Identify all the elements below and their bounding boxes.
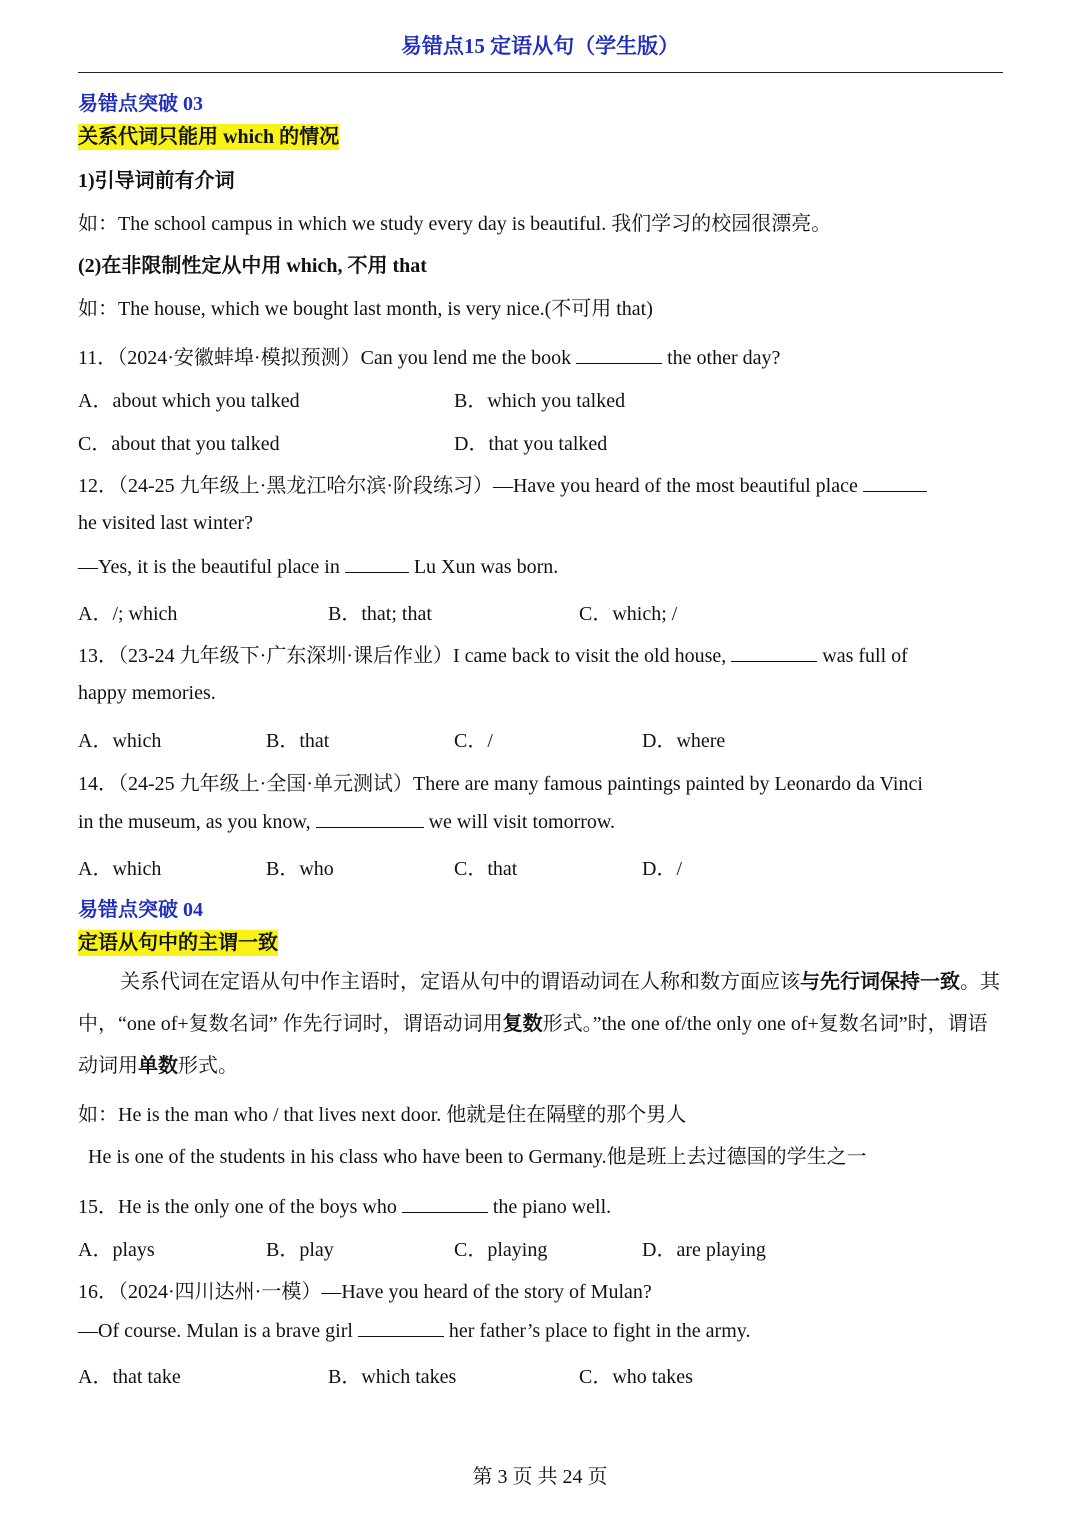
explanation-paragraph	[78, 961, 1003, 1087]
q16-option-a: A．that take	[78, 1366, 181, 1388]
q13-option-c: C．/	[454, 730, 493, 752]
q11-blank	[576, 345, 662, 364]
q12-reply	[78, 554, 558, 579]
q11-option-d: D．that you talked	[454, 433, 608, 455]
q12-stem-line2: he visited last winter?	[78, 512, 253, 534]
q14-option-b: B．who	[266, 858, 334, 880]
section-heading-03: 易错点突破 03	[78, 93, 203, 115]
q16-blank	[358, 1318, 444, 1337]
q13-stem-line2: happy memories.	[78, 682, 216, 704]
rule-1: 1)引导词前有介词	[78, 170, 235, 192]
q12-blank-2	[345, 554, 409, 573]
q14-stem-line1: 14．（24-25 九年级上·全国·单元测试）There are many famous paintings painted by Leonardo da Vinci	[78, 773, 923, 795]
q16-option-c: C．who takes	[579, 1366, 693, 1388]
rule-2: (2)在非限制性定从中用 which, 不用 that	[78, 255, 427, 277]
q13-blank	[731, 643, 817, 662]
q14-blank	[316, 809, 424, 828]
q15-stem-start: 15．He is the only one of the boys who	[78, 1196, 397, 1218]
question-14-line2	[78, 809, 615, 834]
example-2: 如：The house, which we bought last month, is very nice.(不可用 that)	[78, 298, 653, 320]
highlight-label: 定语从句中的主谓一致	[78, 932, 278, 954]
q16-option-b: B．which takes	[328, 1366, 457, 1388]
q13-option-b: B．that	[266, 730, 330, 752]
page-footer: 第 3 页 共 24 页	[472, 1466, 608, 1488]
q11-option-c: C．about that you talked	[78, 433, 280, 455]
header-divider	[78, 72, 1003, 73]
q12-option-a: A．/; which	[78, 603, 178, 625]
question-16-line2	[78, 1318, 750, 1343]
question-13	[78, 639, 908, 668]
q12-reply-end: Lu Xun was born.	[413, 556, 559, 578]
para-text-2: 。其中，“one of+复数名词” 作先行词时，谓语动词用	[78, 971, 1000, 1035]
question-12	[78, 469, 927, 498]
q12-option-c: C．which; /	[579, 603, 678, 625]
question-11	[78, 341, 780, 370]
q16-stem-mid: —Of course. Mulan is a brave girl	[78, 1320, 353, 1342]
q13-option-a: A．which	[78, 730, 162, 752]
para-bold-3: 单数	[138, 1055, 178, 1077]
q15-option-d: D．are playing	[642, 1239, 766, 1261]
section-topic-03	[78, 120, 339, 149]
q14-stem-mid: in the museum, as you know,	[78, 811, 311, 833]
para-text-4: 形式。	[178, 1055, 238, 1077]
q16-stem-line1: 16．（2024·四川达州·一模）—Have you heard of the story of Mulan?	[78, 1281, 652, 1303]
q14-option-a: A．which	[78, 858, 162, 880]
example-4: He is one of the students in his class who have been to Germany.他是班上去过德国的学生之一	[88, 1146, 867, 1168]
q11-stem-end: the other day?	[667, 347, 781, 369]
q13-stem-start: 13．（23-24 九年级下·广东深圳·课后作业）I came back to visit the old house,	[78, 645, 727, 667]
q12-reply-start: —Yes, it is the beautiful place in	[78, 556, 340, 578]
q15-stem-end: the piano well.	[492, 1196, 612, 1218]
q11-option-b: B．which you talked	[454, 390, 626, 412]
q14-option-c: C．that	[454, 858, 518, 880]
question-15	[78, 1190, 611, 1219]
para-text-3: 形式。”the one of/the only one of+复数名词”时，谓语动词用	[78, 1013, 988, 1077]
q14-option-d: D．/	[642, 858, 682, 880]
section-topic-04	[78, 926, 278, 955]
q16-stem-end: her father’s place to fight in the army.	[448, 1320, 751, 1342]
q15-option-b: B．play	[266, 1239, 334, 1261]
section-heading-04: 易错点突破 04	[78, 899, 203, 921]
para-bold-2: 复数	[502, 1013, 543, 1035]
q15-blank	[402, 1194, 488, 1213]
q11-stem-start: 11．（2024·安徽蚌埠·模拟预测）Can you lend me the book	[78, 347, 572, 369]
q12-stem-line1: 12．（24-25 九年级上·黑龙江哈尔滨·阶段练习）—Have you heard of the most beautiful place	[78, 475, 858, 497]
example-1: 如：The school campus in which we study every day is beautiful. 我们学习的校园很漂亮。	[78, 213, 832, 235]
q12-option-b: B．that; that	[328, 603, 432, 625]
page-header-title: 易错点15 定语从句（学生版）	[400, 34, 680, 58]
para-bold-1: 与先行词保持一致	[800, 971, 960, 993]
example-3: 如：He is the man who / that lives next door. 他就是住在隔壁的那个男人	[78, 1104, 687, 1126]
q15-option-c: C．playing	[454, 1239, 548, 1261]
q13-option-d: D．where	[642, 730, 726, 752]
highlight-label: 关系代词只能用 which 的情况	[78, 126, 340, 148]
q12-blank-1	[863, 473, 927, 492]
q13-stem-end: was full of	[822, 645, 908, 667]
para-text-1: 关系代词在定语从句中作主语时，定语从句中的谓语动词在人称和数方面应该	[120, 971, 800, 993]
q14-stem-end: we will visit tomorrow.	[428, 811, 616, 833]
q15-option-a: A．plays	[78, 1239, 155, 1261]
q11-option-a: A．about which you talked	[78, 390, 300, 412]
